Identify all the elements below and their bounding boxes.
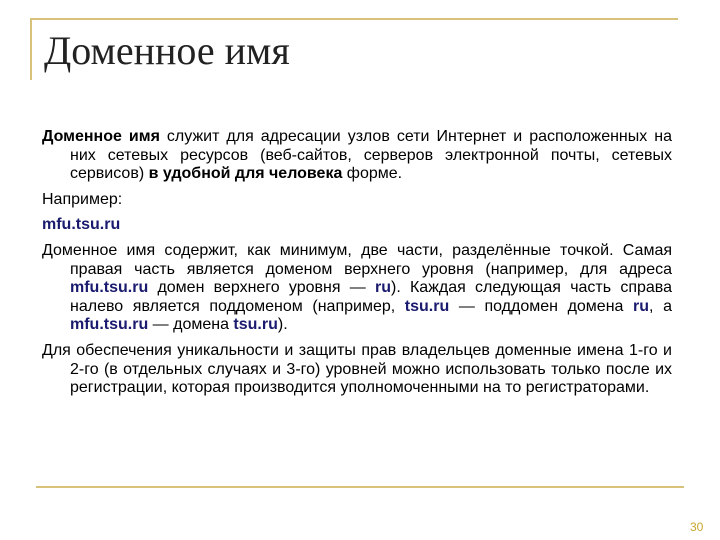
term-domain-name: Доменное имя	[42, 128, 160, 145]
domain-ru: ru	[633, 297, 650, 315]
bottom-rule	[36, 486, 684, 488]
emphasis-span: в удобной для человека	[148, 165, 343, 183]
text-span: служит для адресации узлов сети Интернет и расположенных на них сетевых ресурсов (веб-сайтов, серверов электронной почты, сетевых сервисов)	[70, 128, 673, 183]
domain-tsu-ru: tsu.ru	[404, 297, 450, 315]
slide-title: Доменное имя	[44, 28, 290, 73]
definition-paragraph	[42, 128, 672, 184]
page-number: 30	[690, 520, 704, 534]
domain-mfu-tsu-ru: mfu.tsu.ru	[70, 279, 149, 297]
text-span: ).	[277, 316, 288, 334]
structure-paragraph	[42, 242, 672, 335]
example-label: Например:	[42, 190, 123, 208]
left-rule	[30, 18, 32, 80]
text-span: — домена	[148, 316, 234, 334]
text-span: — поддомен домена	[449, 297, 634, 315]
text-span: , а	[649, 297, 672, 315]
text-span: ). Каждая следующая часть справа налево является поддоменом (например,	[70, 279, 672, 315]
top-rule	[30, 18, 678, 20]
domain-ru: ru	[374, 279, 391, 297]
text-span: Доменное имя содержит, как минимум, две части, разделённые точкой. Самая правая часть является доменом верхнего уровня (например, для адреса	[42, 241, 672, 278]
slide-body	[42, 128, 672, 405]
text-span: форме.	[342, 165, 403, 183]
domain-mfu-tsu-ru: mfu.tsu.ru	[70, 316, 149, 334]
example-domain: mfu.tsu.ru	[42, 216, 121, 234]
example-domain-paragraph	[42, 216, 672, 235]
domain-tsu-ru: tsu.ru	[233, 316, 278, 334]
registration-paragraph: Для обеспечения уникальности и защиты прав владельцев доменные имена 1-го и 2-го (в отдельных случаях и 3-го) уровней можно использовать только после их регистрации, которая производится уполномоченными на то регистраторами.	[42, 341, 672, 397]
text-span: домен верхнего уровня —	[148, 279, 375, 297]
